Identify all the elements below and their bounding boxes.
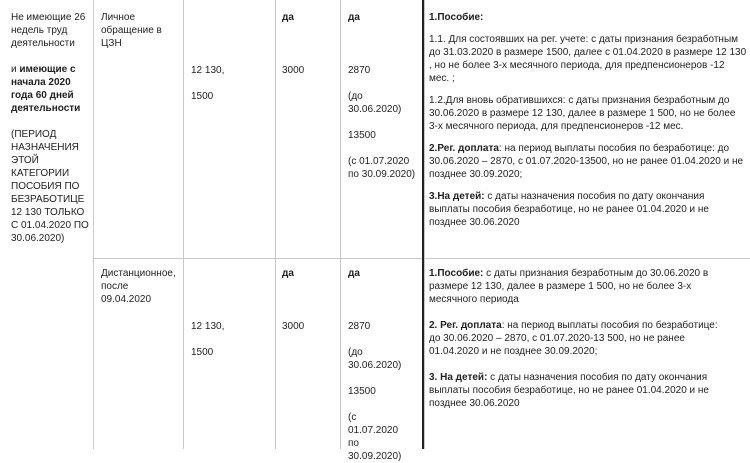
benefit-amount: 12 130,	[191, 65, 225, 76]
child-allowance-cell	[282, 11, 336, 77]
regional-supplement-cell	[348, 11, 418, 181]
regional-supplement-period: (с 01.07.2020 по 30.09.2020)	[348, 156, 416, 180]
supplement-title: 2. Рег. доплата	[429, 320, 502, 331]
child-allowance-flag: да	[282, 268, 294, 279]
regional-supplement-amount: 13500	[348, 130, 376, 141]
benefit-amount-cell	[191, 320, 271, 359]
category-note: (ПЕРИОД НАЗНАЧЕНИЯ ЭТОЙ КАТЕГОРИИ ПОСОБИЯ ПО БЕЗРАБОТИЦЕ 12 130 ТОЛЬКО С 01.04.2020 ПО 30.06.2020)	[11, 129, 89, 244]
regional-supplement-amount: 2870	[348, 65, 371, 76]
supplement-title: 2.Рег. доплата	[429, 143, 499, 154]
child-allowance-flag: да	[282, 12, 294, 23]
application-method: Дистанционное, после 09.04.2020	[101, 268, 176, 305]
category-text-bold: имеющие с начала 2020 года 60 дней деятельности	[11, 64, 81, 114]
category-cell	[11, 11, 89, 245]
benefit-amount: 1500	[191, 347, 214, 358]
application-method-cell	[101, 267, 179, 306]
supplement-condition: 2. Рег. доплата: на период выплаты пособия по безработице: до 30.06.2020 – 2870, с 01.07.2020-13 500, но не ранее 01.04.2020 и не позднее 30.09.2020;	[429, 320, 718, 357]
children-condition: 3. На детей: с даты назначения пособия по дату окончания выплаты пособия безработице, но не ранее 01.04.2020 и не позднее 30.06.2020	[429, 372, 709, 409]
benefit-amount-cell	[191, 64, 271, 103]
application-method-cell	[101, 11, 179, 50]
benefit-amount: 1500	[191, 91, 214, 102]
cell-border-mark	[422, 0, 424, 449]
col-divider	[93, 0, 94, 449]
regional-supplement-amount: 2870	[348, 321, 371, 332]
regional-supplement-period: (до 30.06.2020)	[348, 91, 402, 115]
benefit-section-title: 1.Пособие:	[429, 268, 484, 279]
col-divider	[340, 0, 341, 449]
benefit-section-title: 1.Пособие:	[429, 12, 484, 23]
regional-supplement-cell	[348, 267, 408, 463]
children-condition: 3.На детей: с даты назначения пособия по дату окончания выплаты пособия безработице, но не ранее 01.04.2020 и не позднее 30.06.2020	[429, 191, 709, 228]
col-divider	[275, 0, 276, 449]
col-divider	[424, 0, 425, 449]
child-allowance-amount: 3000	[282, 65, 305, 76]
children-title: 3.На детей:	[429, 191, 485, 202]
regional-supplement-amount: 13500	[348, 386, 376, 397]
regional-supplement-flag: да	[348, 12, 360, 23]
col-divider	[183, 0, 184, 449]
benefit-amount: 12 130,	[191, 321, 225, 332]
application-method: Личное обращение в ЦЗН	[101, 12, 162, 49]
children-title: 3. На детей:	[429, 372, 488, 383]
regional-supplement-flag: да	[348, 268, 360, 279]
benefit-condition: 1.1. Для состоявших на рег. учете: с даты признания безработным до 31.03.2020 в размере 1500, далее с 01.04.2020 в размере 12 130 , но не более 3-х месячного периода, для предпенсионеров -12 мес. ;	[429, 34, 747, 84]
benefit-condition: 1.2.Для вновь обратившихся: с даты признания безработным до 30.06.2020 в размере 12 130, далее в размере 1 500, но не более 3-х месячного периода, для предпенсионеров -12 мес.	[429, 95, 736, 132]
conditions-cell	[429, 267, 729, 410]
category-text: и имеющие с начала 2020 года 60 дней деятельности	[11, 64, 81, 114]
category-text: Не имеющие 26 недель труд деятельности	[11, 12, 86, 49]
child-allowance-cell	[282, 267, 336, 333]
regional-supplement-period: (с 01.07.2020 по 30.09.2020)	[348, 412, 402, 462]
benefit-condition: 1.Пособие: с даты признания безработным до 30.06.2020 в размере 12 130, далее в размере 1 500, но не более 3-х месячного периода	[429, 268, 709, 305]
regional-supplement-period: (до 30.06.2020)	[348, 347, 402, 371]
supplement-condition: 2.Рег. доплата: на период выплаты пособия по безработице: до 30.06.2020 – 2870, с 01.07.2020-13500, но не ранее 01.04.2020 и не позднее 30.09.2020;	[429, 143, 744, 180]
conditions-cell	[429, 11, 747, 229]
child-allowance-amount: 3000	[282, 321, 305, 332]
